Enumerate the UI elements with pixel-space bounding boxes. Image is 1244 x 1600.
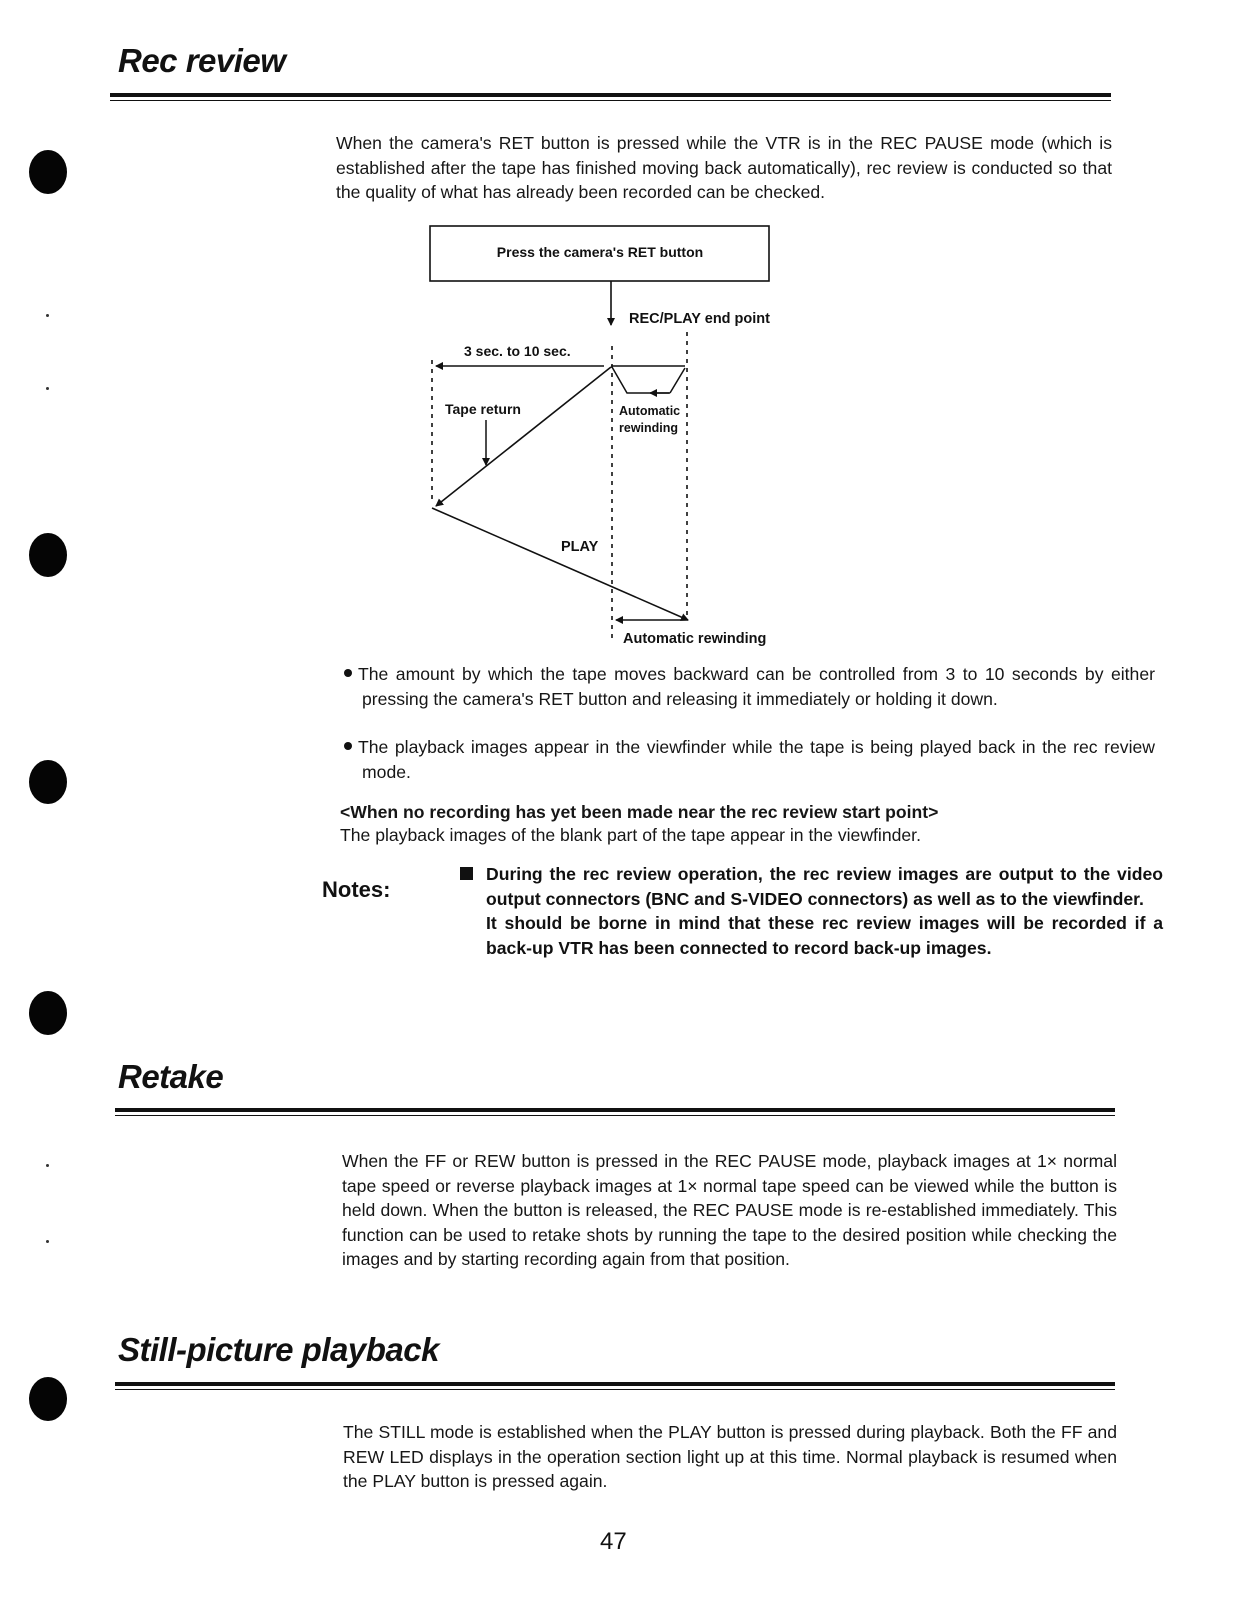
note-item: It should be borne in mind that these rec review images will be recorded if a back-up VTR has been connected to record back-up images. bbox=[486, 913, 1163, 958]
diagram-tape-return-line bbox=[436, 367, 611, 506]
section-title-still-picture: Still-picture playback bbox=[118, 1331, 439, 1368]
binder-hole bbox=[29, 1377, 67, 1421]
diagram-box-label: Press the camera's RET button bbox=[496, 244, 704, 260]
binder-hole bbox=[29, 533, 67, 577]
bullet-item bbox=[344, 735, 1155, 784]
diagram-auto-rewind-arrow bbox=[670, 368, 685, 393]
speck bbox=[46, 387, 49, 390]
diagram-rewinding-label: rewinding bbox=[619, 421, 679, 435]
binder-hole bbox=[29, 150, 67, 194]
bullet-text: The playback images appear in the viewfinder while the tape is being played back in the rec review mode. bbox=[358, 737, 1155, 782]
rec-review-subheading: <When no recording has yet been made near the rec review start point> bbox=[340, 802, 939, 822]
rec-review-subtext: The playback images of the blank part of the tape appear in the viewfinder. bbox=[340, 825, 921, 845]
bullet-dot bbox=[344, 742, 352, 750]
title-rule bbox=[110, 93, 1111, 97]
diagram-auto-rewind-path bbox=[612, 367, 669, 393]
still-picture-body: The STILL mode is established when the PLAY button is pressed during playback. Both the FF and REW LED displays in the operation section light up at this time. Normal playback is resumed when the PLAY button is pressed again. bbox=[343, 1422, 1117, 1491]
diagram-tape-return-label: Tape return bbox=[445, 401, 521, 417]
section-title-rec-review: Rec review bbox=[118, 42, 286, 79]
notes-body bbox=[460, 862, 1163, 960]
notes-label: Notes: bbox=[322, 877, 391, 902]
rec-review-diagram bbox=[420, 220, 820, 655]
bullet-dot bbox=[344, 669, 352, 677]
note-item bbox=[486, 862, 1163, 911]
square-bullet-icon bbox=[460, 867, 473, 880]
diagram-play-label: PLAY bbox=[561, 539, 599, 555]
diagram-bottom-rewind-label: Automatic rewinding bbox=[623, 631, 767, 647]
title-rule bbox=[115, 1108, 1115, 1112]
diagram-play-line bbox=[432, 508, 688, 620]
title-rule bbox=[115, 1115, 1115, 1116]
bullet-text: The amount by which the tape moves backward can be controlled from 3 to 10 seconds by either pressing the camera's RET button and releasing it immediately or holding it down. bbox=[358, 664, 1155, 709]
speck bbox=[46, 1164, 49, 1167]
rec-review-intro: When the camera's RET button is pressed while the VTR is in the REC PAUSE mode (which is established after the tape has finished moving back automatically), rec review is conducted so that the quality of what has already been recorded can be checked. bbox=[336, 133, 1112, 202]
page-number: 47 bbox=[600, 1528, 627, 1555]
binder-hole bbox=[29, 760, 67, 804]
diagram-duration-label: 3 sec. to 10 sec. bbox=[464, 343, 571, 359]
diagram-end-point-label: REC/PLAY end point bbox=[629, 311, 770, 327]
binder-hole bbox=[29, 991, 67, 1035]
title-rule bbox=[110, 100, 1111, 101]
speck bbox=[46, 314, 49, 317]
section-title-retake: Retake bbox=[118, 1058, 224, 1095]
title-rule bbox=[115, 1382, 1115, 1386]
speck bbox=[46, 1240, 49, 1243]
retake-body: When the FF or REW button is pressed in the REC PAUSE mode, playback images at 1× normal tape speed or reverse playback images at 1× normal tape speed can be viewed while the button is held down. When the button is released, the REC PAUSE mode is re-established immediately. This function can be used to retake shots by running the tape to the desired position while checking the images and by starting recording again from that position. bbox=[342, 1151, 1117, 1269]
title-rule bbox=[115, 1389, 1115, 1390]
note-text: During the rec review operation, the rec review images are output to the video output connectors (BNC and S-VIDEO connectors) as well as to the viewfinder. bbox=[486, 864, 1163, 909]
bullet-item bbox=[344, 662, 1155, 711]
diagram-automatic-label: Automatic bbox=[619, 404, 681, 418]
